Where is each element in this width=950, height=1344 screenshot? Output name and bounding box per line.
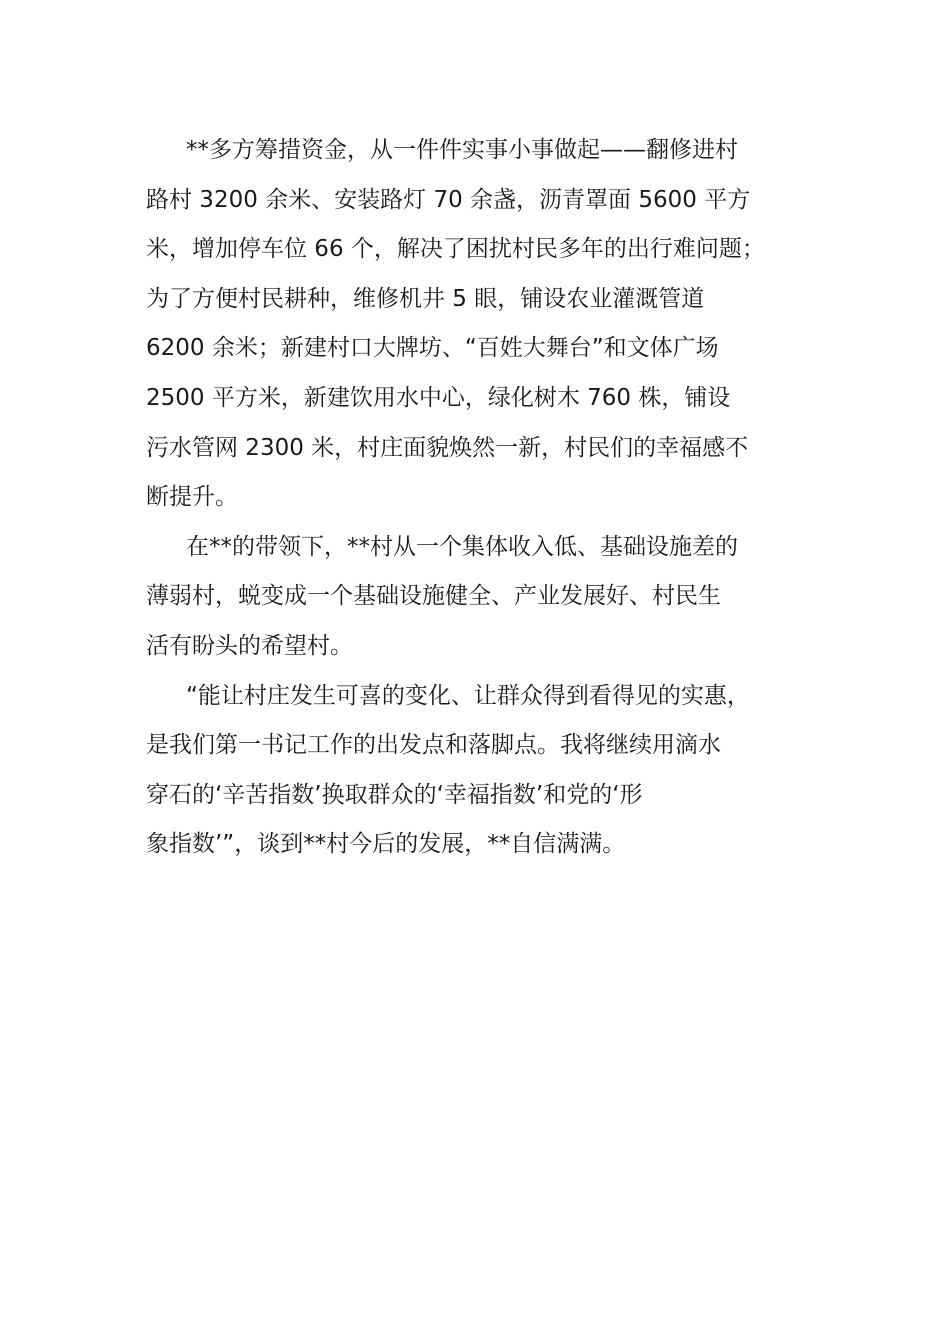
text-line: 象指数’”，谈到**村今后的发展，**自信满满。	[146, 831, 626, 858]
text-line: 活有盼头的希望村。	[146, 632, 353, 659]
text-line: 穿石的‘辛苦指数’换取群众的‘幸福指数’和党的‘形	[146, 781, 643, 808]
text-line: 为了方便村民耕种，维修机井 5 眼，铺设农业灌溉管道	[146, 285, 705, 312]
text-line: 6200 余米；新建村口大牌坊、“百姓大舞台”和文体广场	[146, 335, 719, 362]
text-line: 断提升。	[146, 484, 238, 511]
text-line: **多方筹措资金，从一件件实事小事做起——翻修进村	[186, 137, 738, 163]
text-line: 是我们第一书记工作的出发点和落脚点。我将继续用滴水	[146, 732, 721, 759]
text-line: 污水管网 2300 米，村庄面貌焕然一新，村民们的幸福感不	[146, 434, 749, 461]
text-line: 在**的带领下，**村从一个集体收入低、基础设施差的	[186, 533, 738, 560]
text-line: 薄弱村，蜕变成一个基础设施健全、产业发展好、村民生	[146, 583, 721, 610]
text-line: 2500 平方米，新建饮用水中心，绿化树木 760 株，铺设	[146, 384, 731, 411]
text-line: 路村 3200 余米、安装路灯 70 余盏，沥青罩面 5600 平方	[146, 186, 751, 213]
paragraph-quote	[146, 672, 814, 870]
text-line: 米，增加停车位 66 个，解决了困扰村民多年的出行难问题；	[146, 236, 765, 263]
paragraph-transformation	[146, 523, 814, 672]
document-body	[146, 126, 814, 870]
paragraph-funding	[146, 126, 814, 523]
text-line: “能让村庄发生可喜的变化、让群众得到看得见的实惠，	[186, 682, 750, 709]
